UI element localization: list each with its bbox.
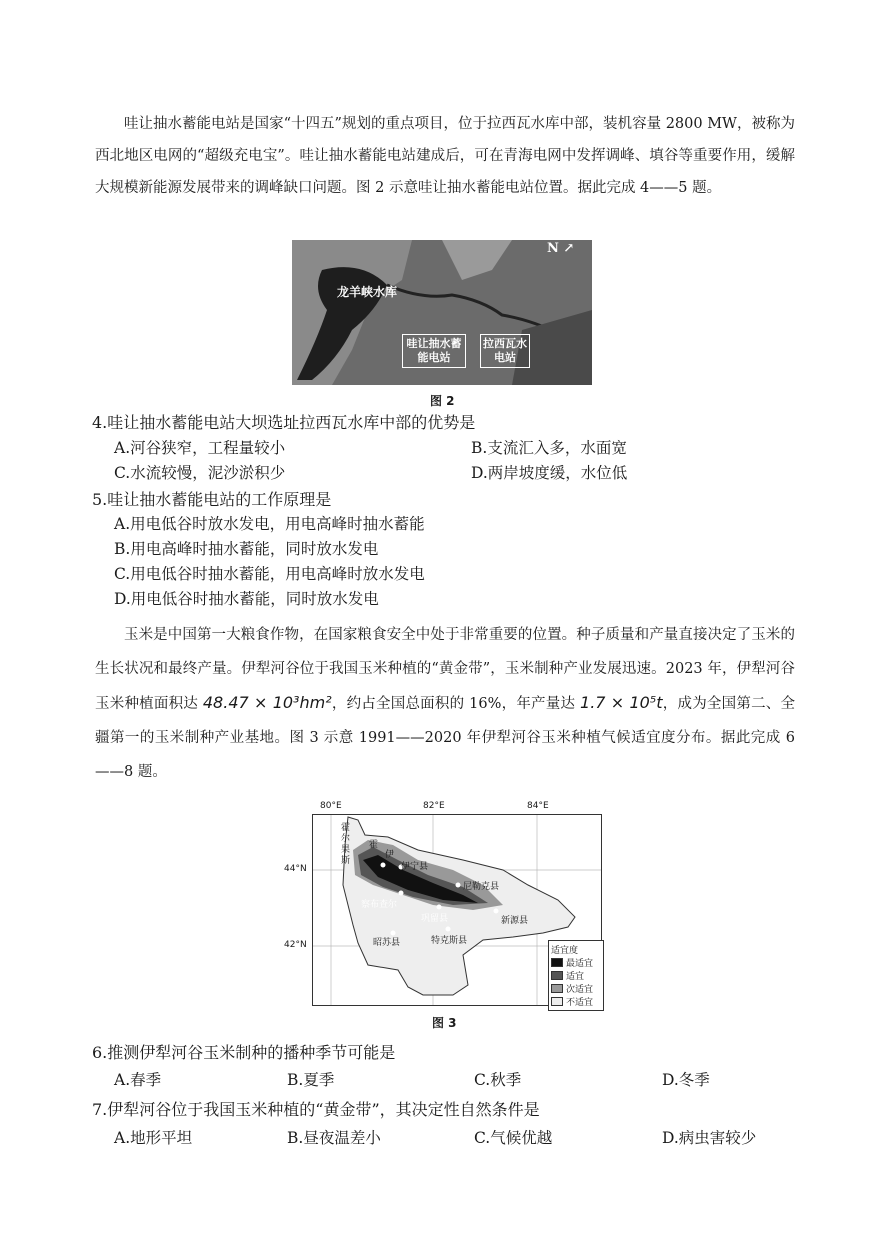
legend-label: 不适宜 <box>566 998 594 1008</box>
figure-3-caption: 图 3 <box>432 1016 457 1030</box>
q6-option-c: C.秋季 <box>474 1071 522 1089</box>
legend-item <box>551 969 601 982</box>
q7-option-a: A.地形平坦 <box>114 1129 193 1147</box>
label-laxiwa-station: 拉西瓦水电站 <box>480 334 530 368</box>
label-longyangxia: 龙羊峡水库 <box>337 285 398 299</box>
passage-2-part-3: ，成为全国第二、全疆第一的玉米制种产业基地。图 3 示意 1991——2020 年伊犁河谷玉米种植气候适宜度分布。据此完成 6——8 题。 <box>95 696 796 780</box>
place-horgos: 霍尔果斯 <box>341 823 351 866</box>
q5-option-b: B.用电高峰时抽水蓄能，同时放水发电 <box>114 540 379 558</box>
legend-item <box>551 982 601 995</box>
q5-option-a: A.用电低谷时放水发电，用电高峰时抽水蓄能 <box>114 515 425 533</box>
place-tekes: 特克斯县 <box>431 936 468 946</box>
lat-label-44: 44°N <box>284 864 307 874</box>
q6-option-b: B.夏季 <box>287 1071 335 1089</box>
place-yining-county: 伊宁县 <box>401 862 429 872</box>
question-4-stem: 4.哇让抽水蓄能电站大坝选址拉西瓦水库中部的优势是 <box>92 413 476 432</box>
q6-option-d: D.冬季 <box>662 1071 710 1089</box>
figure-3-map <box>312 814 602 1006</box>
label-warang-station: 哇让抽水蓄能电站 <box>402 334 466 368</box>
lon-label-80: 80°E <box>320 801 342 811</box>
legend-label: 次适宜 <box>566 985 594 995</box>
q4-option-a: A.河谷狭窄，工程量较小 <box>114 439 286 457</box>
q4-option-c: C.水流较慢，泥沙淤积少 <box>114 464 286 482</box>
q4-option-b: B.支流汇入多，水面宽 <box>471 439 627 457</box>
place-yi: 伊 <box>385 850 395 860</box>
legend-label: 适宜 <box>566 972 585 982</box>
north-arrow-icon: N ↗ <box>547 241 575 256</box>
place-huo: 霍 <box>369 840 379 850</box>
figure-2-map <box>292 240 592 385</box>
passage-2 <box>95 618 795 789</box>
place-qapqal: 察布查尔 <box>361 900 398 910</box>
yield-formula: 1.7 × 10⁵t <box>580 693 663 712</box>
passage-2-part-2: ，约占全国总面积的 16%，年产量达 <box>331 696 581 712</box>
figure-2-caption: 图 2 <box>430 394 455 408</box>
legend-label: 最适宜 <box>566 959 594 969</box>
passage-1: 哇让抽水蓄能电站是国家“十四五”规划的重点项目，位于拉西瓦水库中部，装机容量 2800 MW，被称为西北地区电网的“超级充电宝”。哇让抽水蓄能电站建成后，可在青海电网中发挥调峰、填谷等重要作用，缓解大规模新能源发展带来的调峰缺口问题。图 2 示意哇让抽水蓄能电站位置。据此完成 4——5 题。 <box>95 116 795 196</box>
passage-2-part-1: 玉米是中国第一大粮食作物，在国家粮食安全中处于非常重要的位置。种子质量和产量直接决定了玉米的生长状况和最终产量。伊犁河谷位于我国玉米种植的“黄金带”，玉米制种产业发展迅速。2023 年，伊犁河谷玉米种植面积达 <box>95 627 795 712</box>
place-xinyuan: 新源县 <box>501 916 529 926</box>
place-zhaosu: 昭苏县 <box>373 938 401 948</box>
legend-title: 适宜度 <box>551 946 579 956</box>
legend-item <box>551 956 601 969</box>
place-gongliu: 巩留县 <box>421 914 449 924</box>
q6-option-a: A.春季 <box>114 1071 162 1089</box>
q7-option-d: D.病虫害较少 <box>662 1129 757 1147</box>
q7-option-b: B.昼夜温差小 <box>287 1129 381 1147</box>
q5-option-d: D.用电低谷时抽水蓄能，同时放水发电 <box>114 590 379 608</box>
question-7-stem: 7.伊犁河谷位于我国玉米种植的“黄金带”，其决定性自然条件是 <box>92 1100 540 1119</box>
q7-option-c: C.气候优越 <box>474 1129 553 1147</box>
question-6-stem: 6.推测伊犁河谷玉米制种的播种季节可能是 <box>92 1043 396 1062</box>
legend-item <box>551 995 601 1008</box>
q4-option-d: D.两岸坡度缓，水位低 <box>471 464 628 482</box>
lon-label-84: 84°E <box>527 801 549 811</box>
place-nilka: 尼勒克县 <box>463 882 500 892</box>
q5-option-c: C.用电低谷时抽水蓄能，用电高峰时放水发电 <box>114 565 425 583</box>
map-legend <box>548 940 604 1011</box>
question-5-stem: 5.哇让抽水蓄能电站的工作原理是 <box>92 490 332 509</box>
lon-label-82: 82°E <box>423 801 445 811</box>
area-formula: 48.47 × 10³hm² <box>202 693 332 712</box>
lat-label-42: 42°N <box>284 940 307 950</box>
